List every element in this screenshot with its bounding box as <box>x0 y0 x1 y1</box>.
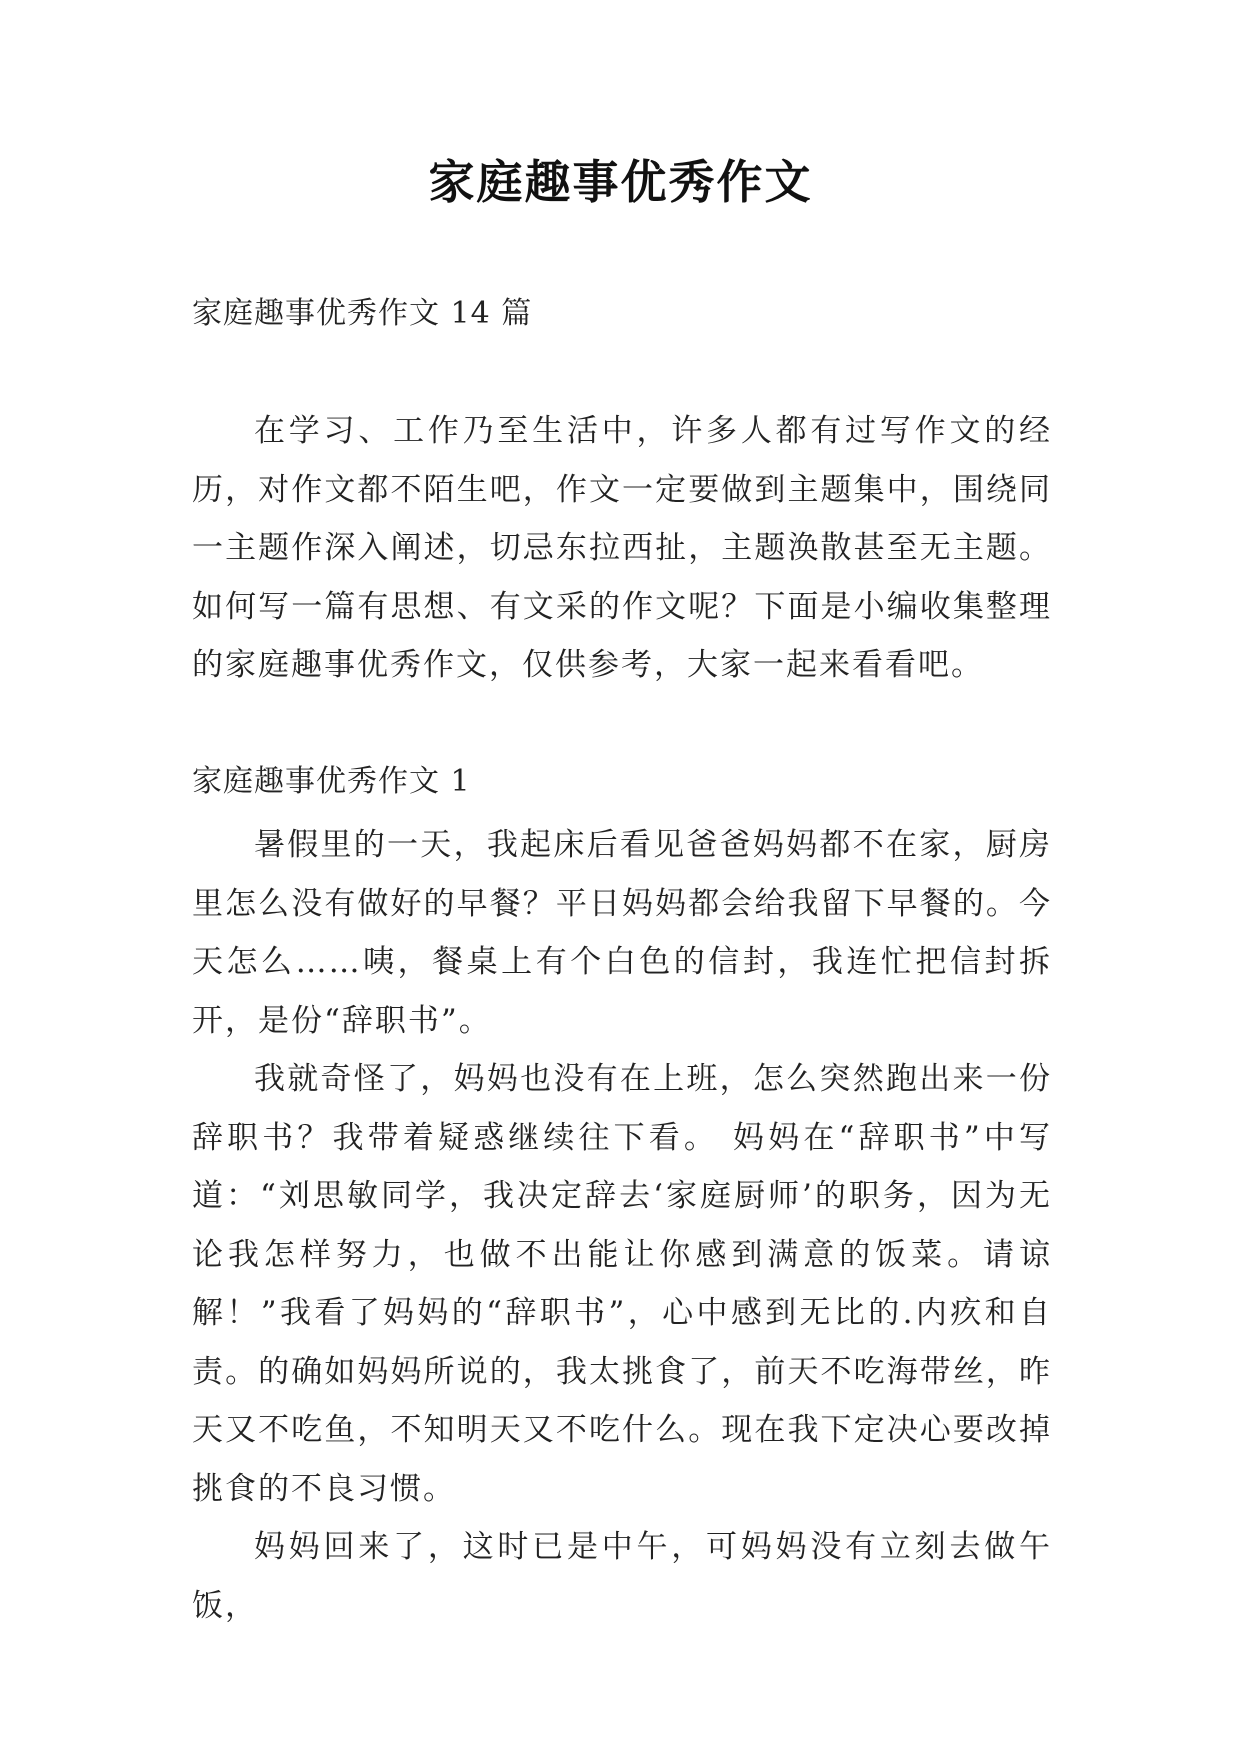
essay-section-1 <box>192 758 1052 1635</box>
section-heading: 家庭趣事优秀作文 1 <box>192 764 471 799</box>
body-paragraph: 暑假里的一天，我起床后看见爸爸妈妈都不在家，厨房里怎么没有做好的早餐？平日妈妈都会给我留下早餐的。今天怎么……咦，餐桌上有个白色的信封，我连忙把信封拆开，是份“辞职书”。 <box>192 827 1052 1039</box>
body-paragraph: 我就奇怪了，妈妈也没有在上班，怎么突然跑出来一份辞职书？我带着疑惑继续往下看。 妈妈在“辞职书”中写道：“刘思敏同学，我决定辞去‘家庭厨师’的职务，因为无论我怎样努力，也做不出能让你感到满意的饭菜。请谅解！”我看了妈妈的“辞职书”，心中感到无比的.内疚和自责。的确如妈妈所说的，我太挑食了，前天不吃海带丝，昨天又不吃鱼，不知明天又不吃什么。现在我下定决心要改掉挑食的不良习惯。 <box>192 1061 1052 1507</box>
document-title: 家庭趣事优秀作文 <box>428 155 813 209</box>
document-subtitle: 家庭趣事优秀作文 14 篇 <box>192 296 533 331</box>
intro-paragraph: 在学习、工作乃至生活中，许多人都有过写作文的经历，对作文都不陌生吧，作文一定要做到主题集中，围绕同一主题作深入阐述，切忌东拉西扯，主题涣散甚至无主题。如何写一篇有思想、有文采的作文呢？下面是小编收集整理的家庭趣事优秀作文，仅供参考，大家一起来看看吧。 <box>192 413 1052 683</box>
body-paragraph: 妈妈回来了，这时已是中午，可妈妈没有立刻去做午饭， <box>192 1529 1052 1624</box>
